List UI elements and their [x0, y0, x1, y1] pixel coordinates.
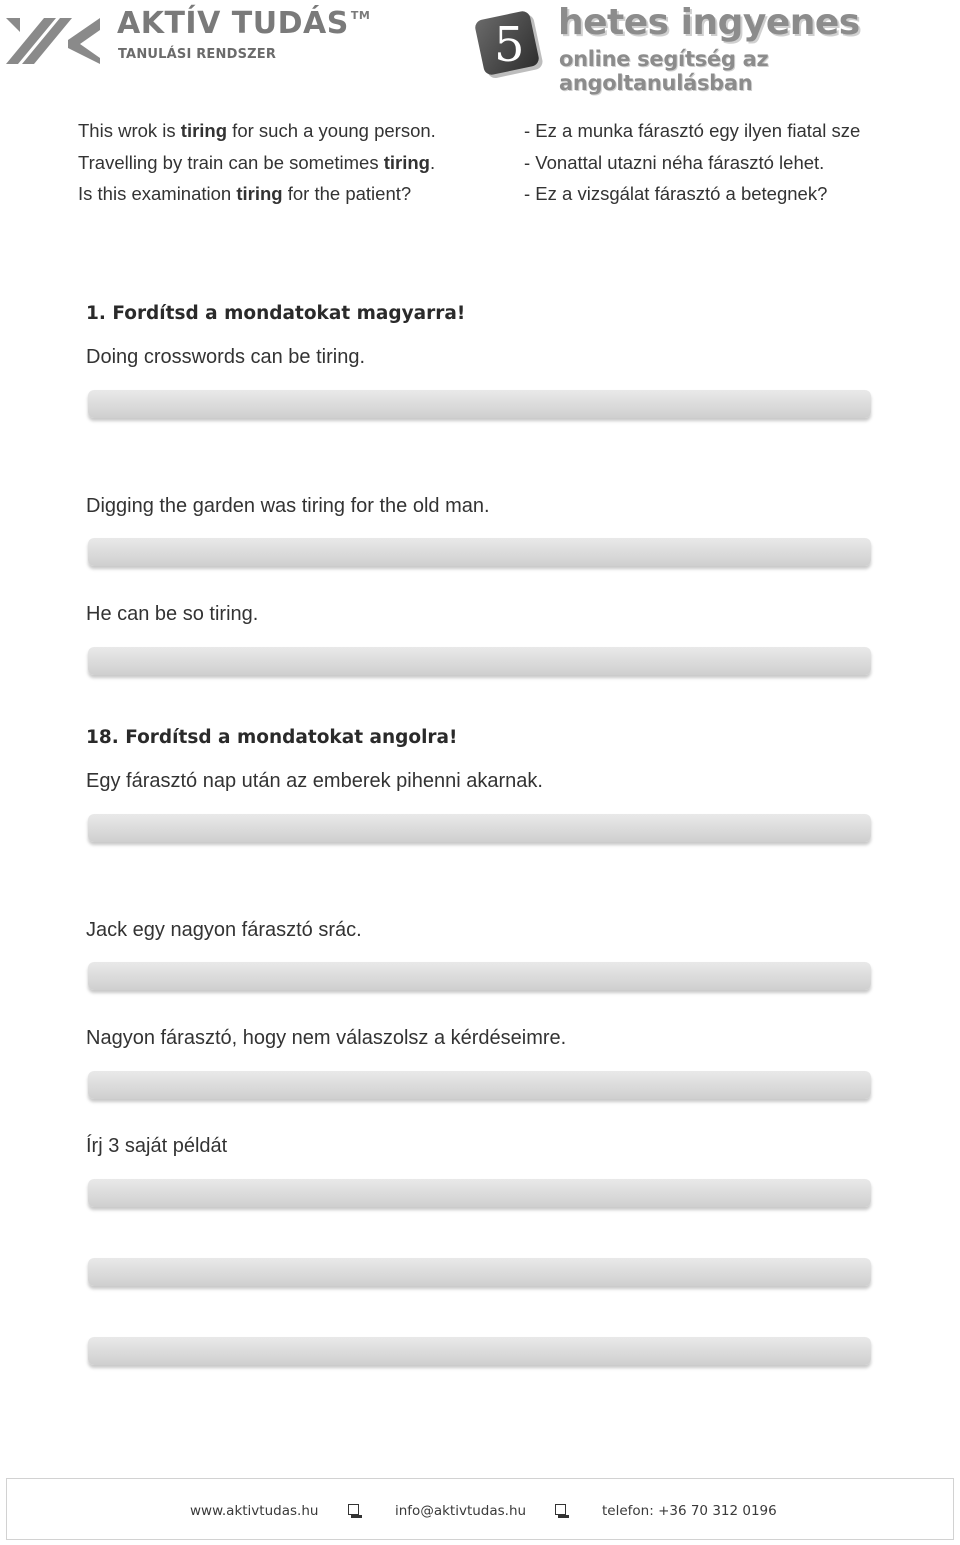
answer-input[interactable]: [88, 538, 871, 566]
brand-subtitle: TANULÁSI RENDSZER: [118, 47, 277, 62]
example-english: Travelling by train can be sometimes tiring.: [78, 152, 436, 173]
exercise-prompt: Egy fárasztó nap után az emberek pihenni akarnak.: [86, 770, 543, 792]
example-row: [0, 183, 960, 213]
exercise-prompt: Doing crosswords can be tiring.: [86, 346, 366, 368]
example-row: [0, 152, 960, 182]
example-hungarian: - Vonattal utazni néha fárasztó lehet.: [524, 152, 825, 173]
trademark-mark: TM: [350, 9, 371, 22]
badge-number: 5: [494, 17, 525, 73]
answer-input[interactable]: [88, 962, 871, 990]
answer-input[interactable]: [88, 1179, 871, 1207]
checkbox-square-icon: [555, 1504, 566, 1515]
five-badge: [470, 6, 546, 82]
keyword: tiring: [236, 183, 283, 204]
exercise-prompt: He can be so tiring.: [86, 603, 259, 625]
page-footer: [6, 1478, 954, 1540]
exercise-prompt: Írj 3 saját példát: [86, 1135, 228, 1157]
exercise-prompt: Digging the garden was tiring for the old man.: [86, 495, 490, 517]
example-english: Is this examination tiring for the patient?: [78, 183, 412, 204]
footer-phone: telefon: +36 70 312 0196: [602, 1503, 777, 1519]
answer-input[interactable]: [88, 1071, 871, 1099]
exercise-2-title: 18. Fordítsd a mondatokat angolra!: [86, 727, 458, 748]
footer-website-link[interactable]: www.aktivtudas.hu: [190, 1503, 319, 1519]
ak-logo-mark-icon: [6, 12, 102, 64]
example-hungarian: - Ez a munka fárasztó egy ilyen fiatal sze: [524, 120, 861, 141]
answer-input[interactable]: [88, 814, 871, 842]
example-row: [0, 120, 960, 150]
keyword: tiring: [383, 152, 430, 173]
checkbox-square-icon: [348, 1504, 359, 1515]
answer-input[interactable]: [88, 647, 871, 675]
exercise-prompt: Jack egy nagyon fárasztó srác.: [86, 919, 362, 941]
answer-input[interactable]: [88, 1337, 871, 1365]
example-hungarian: - Ez a vizsgálat fárasztó a betegnek?: [524, 183, 828, 204]
keyword: tiring: [180, 120, 228, 141]
example-english: This wrok is tiring for such a young person.: [78, 120, 436, 141]
answer-input[interactable]: [88, 1258, 871, 1286]
answer-input[interactable]: [88, 390, 871, 418]
exercise-prompt: Nagyon fárasztó, hogy nem válaszolsz a kérdéseimre.: [86, 1027, 567, 1049]
promo-title: hetes ingyenes: [558, 2, 860, 43]
promo-subtitle: online segítség az angoltanulásban: [559, 47, 769, 95]
footer-email-link[interactable]: info@aktivtudas.hu: [395, 1503, 527, 1519]
exercise-1-title: 1. Fordítsd a mondatokat magyarra!: [86, 303, 466, 324]
brand-name: AKTÍV TUDÁS ™: [117, 6, 371, 41]
page-header: [0, 0, 960, 95]
